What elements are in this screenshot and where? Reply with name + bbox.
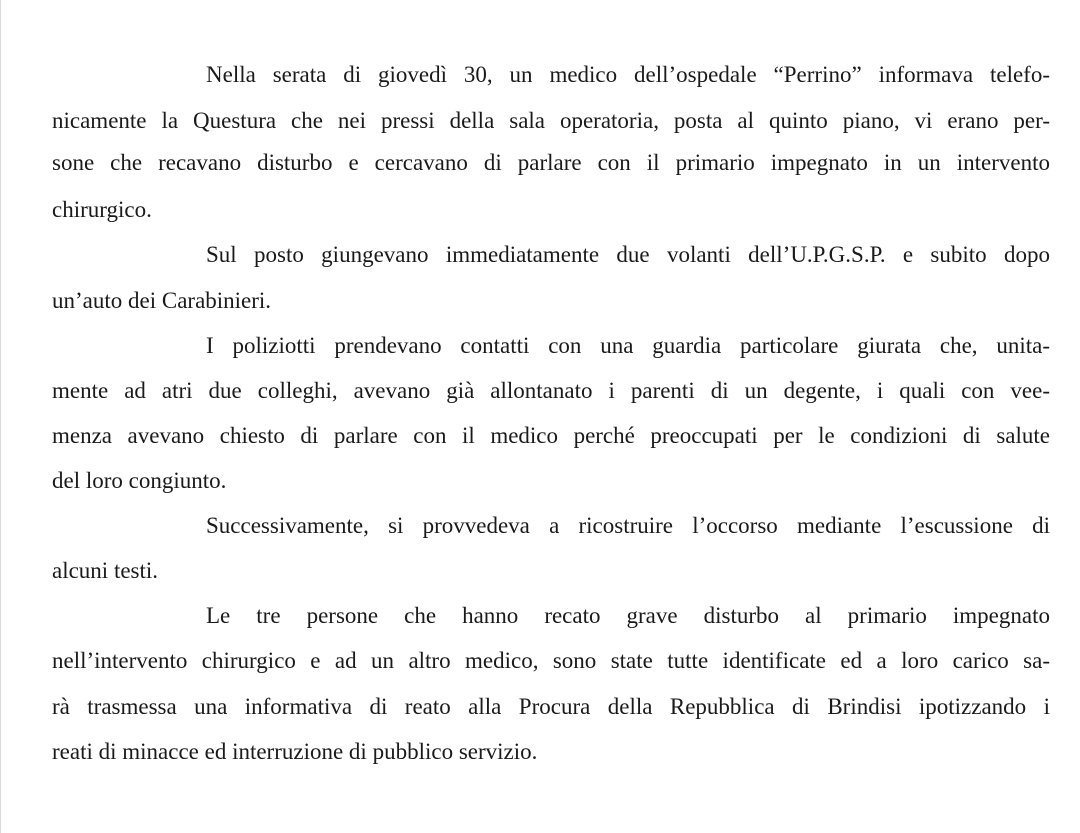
text-line: menza avevano chiesto di parlare con il medico perché preoccupati per le condizioni di salute [52, 423, 1050, 448]
text-line: Nella serata di giovedì 30, un medico dell’ospedale “Perrino” informava telefo- [206, 62, 1050, 87]
text-line: chirurgico. [52, 197, 152, 222]
text-line: reati di minacce ed interruzione di pubblico servizio. [52, 739, 538, 764]
text-line: Le tre persone che hanno recato grave disturbo al primario impegnato [206, 603, 1050, 628]
text-line: Successivamente, si provvedeva a ricostruire l’occorso mediante l’escussione di [206, 513, 1050, 538]
text-line: rà trasmessa una informativa di reato alla Procura della Repubblica di Brindisi ipotizzando i [52, 694, 1050, 719]
text-line: nell’intervento chirurgico e ad un altro medico, sono state tutte identificate ed a loro carico sa- [52, 648, 1050, 673]
text-line: nicamente la Questura che nei pressi della sala operatoria, posta al quinto piano, vi erano per- [52, 108, 1050, 133]
text-line: del loro congiunto. [52, 468, 227, 493]
text-line: sone che recavano disturbo e cercavano di parlare con il primario impegnato in un intervento [52, 150, 1050, 175]
text-line: mente ad atri due colleghi, avevano già allontanato i parenti di un degente, i quali con vee- [52, 378, 1050, 403]
page-edge [0, 0, 1, 833]
text-line: un’auto dei Carabinieri. [52, 288, 272, 313]
text-line: I poliziotti prendevano contatti con una guardia particolare giurata che, unita- [206, 333, 1050, 358]
text-line: Sul posto giungevano immediatamente due volanti dell’U.P.G.S.P. e subito dopo [206, 242, 1050, 267]
text-line: alcuni testi. [52, 558, 159, 583]
